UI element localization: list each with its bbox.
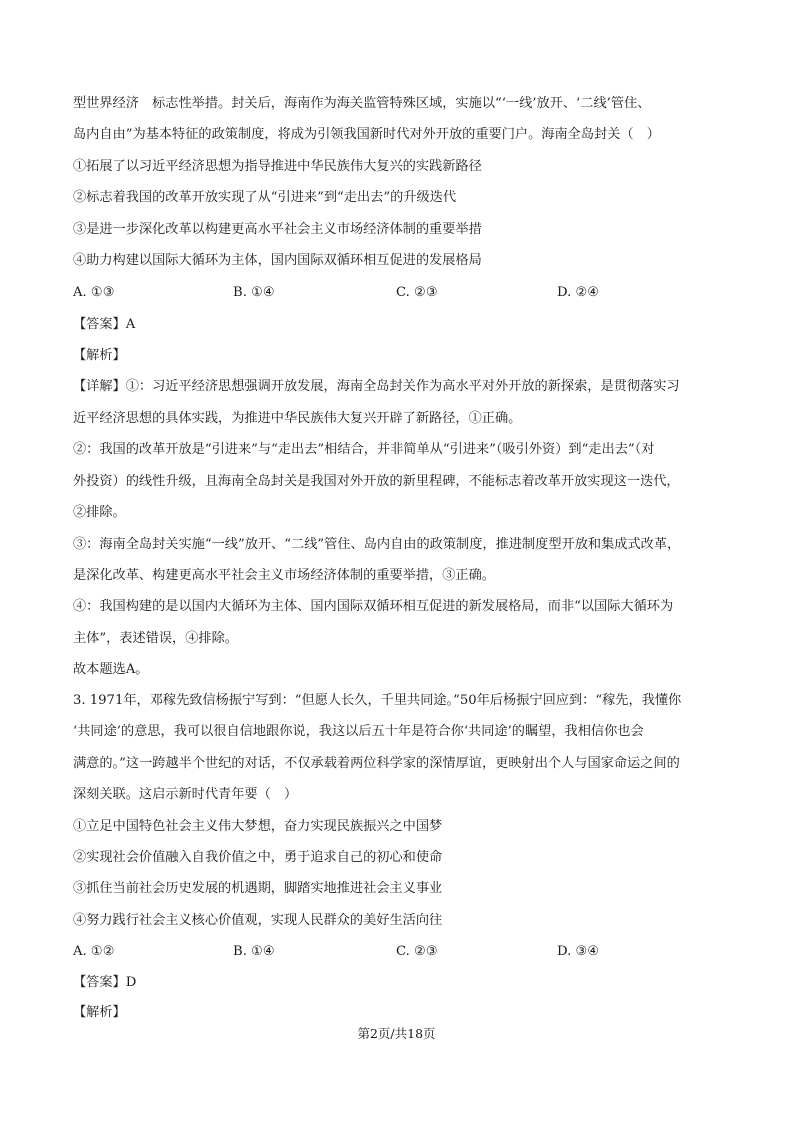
q2-conclusion: 故本题选A。 <box>73 662 149 677</box>
q2-detail-line-4: 外投资）的线性升级，且海南全岛封关是我国对外开放的新里程碑，不能标志着改革开放实现这一迭代， <box>73 474 680 489</box>
q3-statement-3: ③抓住当前社会历史发展的机遇期，脚踏实地推进社会主义事业 <box>73 881 443 896</box>
q2-statement-1: ①拓展了以习近平经济思想为指导推进中华民族伟大复兴的实践新路径 <box>73 159 482 174</box>
q3-stem-line-3: 满意的。”这一跨越半个世纪的对话，不仅承载着两位科学家的深情厚谊，更映射出个人与国家命运之间的 <box>73 756 680 771</box>
q3-stem-line-4: 深刻关联。这启示新时代青年要（ ） <box>73 787 298 802</box>
q2-option-c: C. ②③ <box>396 285 438 300</box>
q2-detail-line-5: ②排除。 <box>73 505 126 520</box>
q2-detail-line-7: 是深化改革、构建更高水平社会主义市场经济体制的重要举措，③正确。 <box>73 568 495 583</box>
q3-option-a: A. ①② <box>73 944 115 959</box>
page-footer: 第2页/共18页 <box>357 1026 436 1041</box>
q3-analysis-label: 【解析】 <box>73 1005 126 1020</box>
q2-option-d: D. ②④ <box>557 285 600 300</box>
q3-option-b: B. ①④ <box>233 944 275 959</box>
q2-option-b: B. ①④ <box>233 285 275 300</box>
q3-statement-2: ②实现社会价值融入自我价值之中，勇于追求自己的初心和使命 <box>73 850 443 865</box>
q3-option-c: C. ②③ <box>396 944 438 959</box>
q2-statement-2: ②标志着我国的改革开放实现了从“引进来”到“走出去”的升级迭代 <box>73 190 457 205</box>
q2-detail-line-2: 近平经济思想的具体实践，为推进中华民族伟大复兴开辟了新路径，①正确。 <box>73 411 522 426</box>
q2-detail-line-3: ②：我国的改革开放是“引进来”与“走出去”相结合，并非简单从“引进来”（吸引外资）到“走出去”（对 <box>73 442 655 457</box>
q2-stem-line-2: 岛内自由”为基本特征的政策制度，将成为引领我国新时代对外开放的重要门户。海南全岛封关（ ） <box>73 127 660 142</box>
q2-stem-line-1: 型世界经济 标志性举措。封关后，海南作为海关监管特殊区域，实施以“‘一线’放开、‘二线’管住、 <box>73 96 651 111</box>
q3-statement-1: ①立足中国特色社会主义伟大梦想，奋力实现民族振兴之中国梦 <box>73 819 443 834</box>
q2-answer: 【答案】A <box>73 317 136 332</box>
q3-option-d: D. ③④ <box>557 944 600 959</box>
q3-answer: 【答案】D <box>73 975 137 990</box>
q2-detail-line-8: ④：我国构建的是以国内大循环为主体、国内国际双循环相互促进的新发展格局，而非“以国际大循环为 <box>73 599 674 614</box>
q3-stem-line-2: ‘共同途’的意思，我可以很自信地跟你说，我这以后五十年是符合你‘共同途’的瞩望，我相信你也会 <box>73 724 644 739</box>
q2-statement-4: ④助力构建以国际大循环为主体，国内国际双循环相互促进的发展格局 <box>73 253 482 268</box>
q2-analysis-label: 【解析】 <box>73 348 126 363</box>
q2-detail-line-6: ③：海南全岛封关实施“一线”放开、“二线”管住、岛内自由的政策制度，推进制度型开放和集成式改革， <box>73 537 681 552</box>
q3-stem-line-1: 3. 1971年，邓稼先致信杨振宁写到：“但愿人长久，千里共同途。”50年后杨振宁回应到：“稼先，我懂你 <box>73 693 682 708</box>
q2-statement-3: ③是进一步深化改革以构建更高水平社会主义市场经济体制的重要举措 <box>73 222 482 237</box>
q3-statement-4: ④努力践行社会主义核心价值观，实现人民群众的美好生活向往 <box>73 913 443 928</box>
q2-detail-line-1: 【详解】①：习近平经济思想强调开放发展，海南全岛封关作为高水平对外开放的新探索，是贯彻落实习 <box>73 379 680 394</box>
q2-option-a: A. ①③ <box>73 285 115 300</box>
q2-detail-line-9: 主体”，表述错误，④排除。 <box>73 631 238 646</box>
